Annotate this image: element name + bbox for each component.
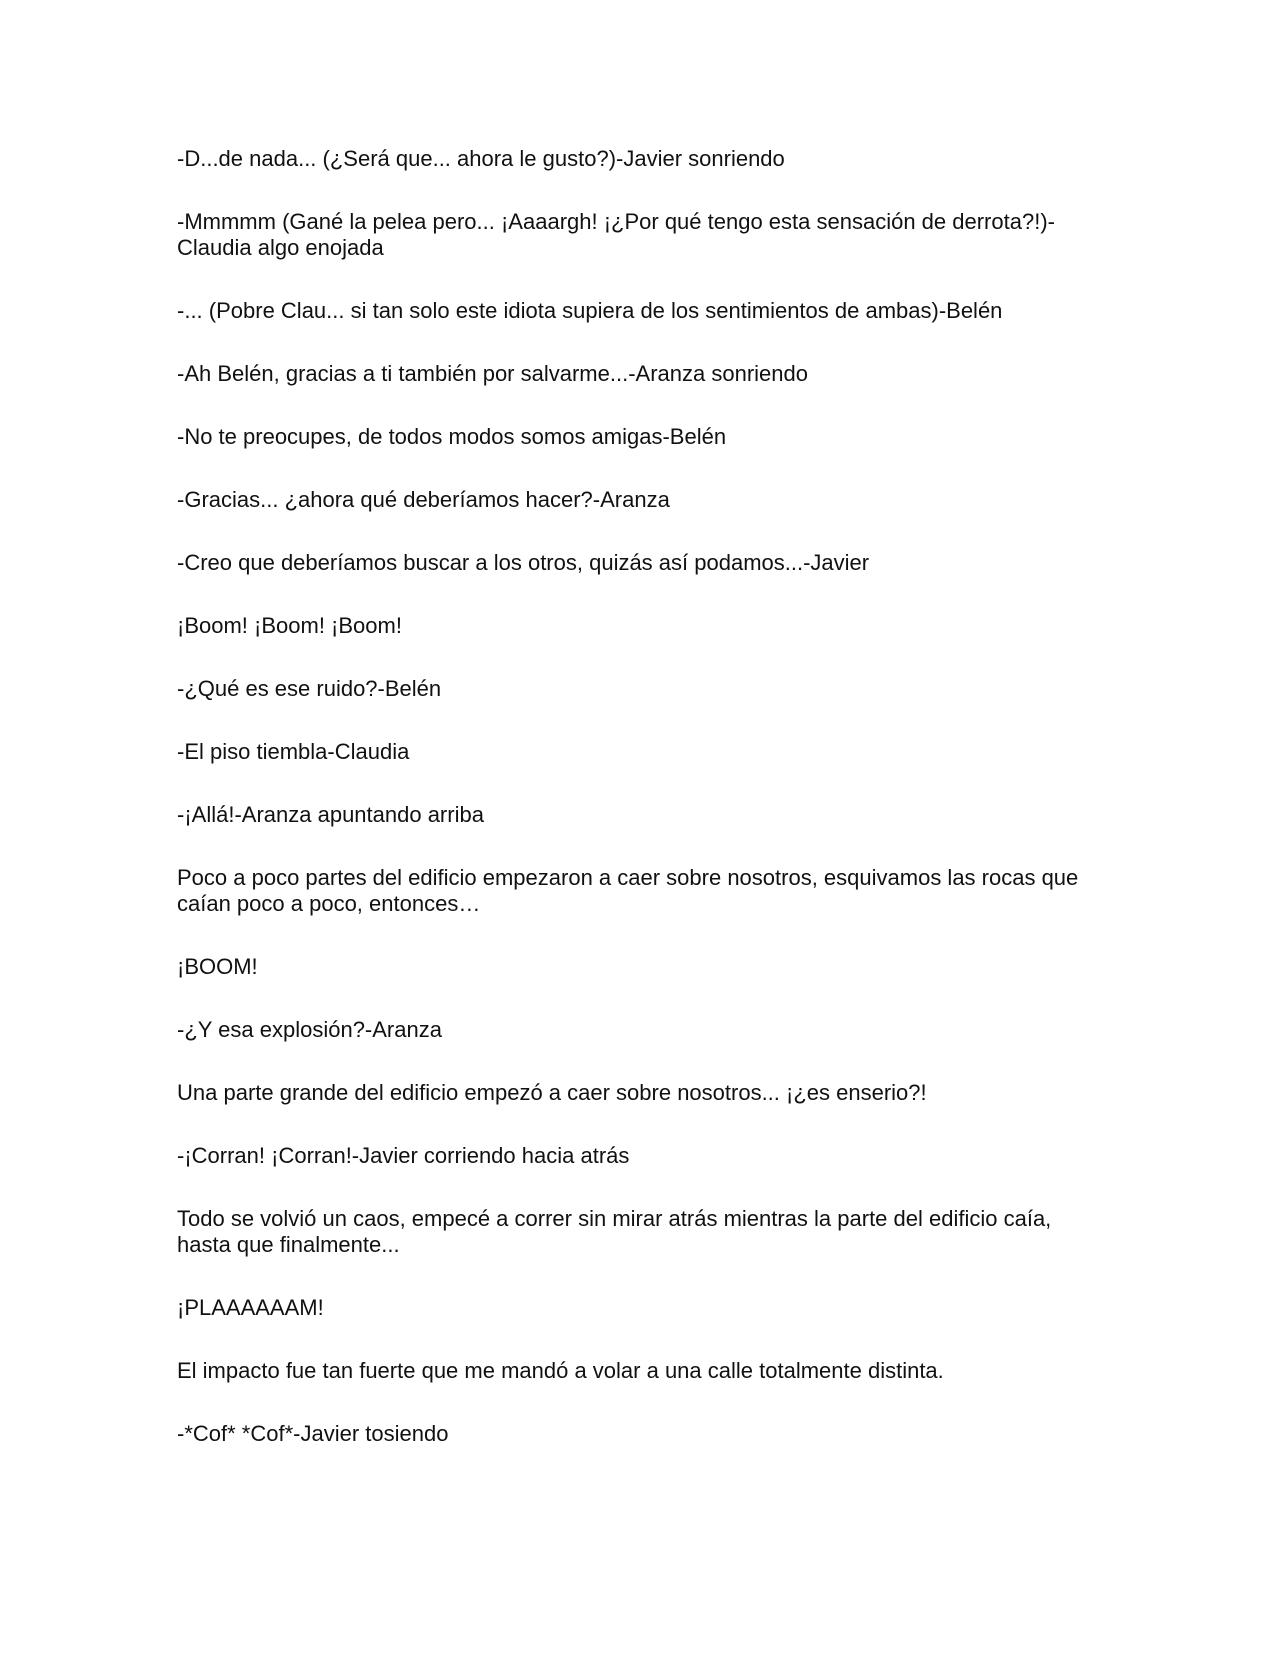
paragraph: -No te preocupes, de todos modos somos amigas-Belén [177,424,727,449]
story-text [177,146,1107,1484]
paragraph: Poco a poco partes del edificio empezaron a caer sobre nosotros, esquivamos las rocas que caían poco a poco, entonces… [177,865,1079,916]
paragraph: ¡Boom! ¡Boom! ¡Boom! [177,613,402,638]
paragraph: Todo se volvió un caos, empecé a correr sin mirar atrás mientras la parte del edificio caía, hasta que finalmente... [177,1206,1052,1257]
paragraph: -... (Pobre Clau... si tan solo este idiota supiera de los sentimientos de ambas)-Belén [177,298,1003,323]
paragraph: -*Cof* *Cof*-Javier tosiendo [177,1421,449,1446]
paragraph: -D...de nada... (¿Será que... ahora le gusto?)-Javier sonriendo [177,146,785,171]
paragraph: -Gracias... ¿ahora qué deberíamos hacer?-Aranza [177,487,670,512]
paragraph: -¿Y esa explosión?-Aranza [177,1017,442,1042]
paragraph: Una parte grande del edificio empezó a caer sobre nosotros... ¡¿es enserio?! [177,1080,927,1105]
paragraph: ¡BOOM! [177,954,258,979]
paragraph: -Mmmmm (Gané la pelea pero... ¡Aaaargh! ¡¿Por qué tengo esta sensación de derrota?!)-Claudia algo enojada [177,209,1055,260]
paragraph: -Creo que deberíamos buscar a los otros, quizás así podamos...-Javier [177,550,870,575]
paragraph: ¡PLAAAAAAM! [177,1295,324,1320]
paragraph: -Ah Belén, gracias a ti también por salvarme...-Aranza sonriendo [177,361,808,386]
paragraph: -¡Allá!-Aranza apuntando arriba [177,802,484,827]
paragraph: -El piso tiembla-Claudia [177,739,410,764]
paragraph: -¿Qué es ese ruido?-Belén [177,676,442,701]
paragraph: -¡Corran! ¡Corran!-Javier corriendo hacia atrás [177,1143,630,1168]
paragraph: El impacto fue tan fuerte que me mandó a volar a una calle totalmente distinta. [177,1358,944,1383]
